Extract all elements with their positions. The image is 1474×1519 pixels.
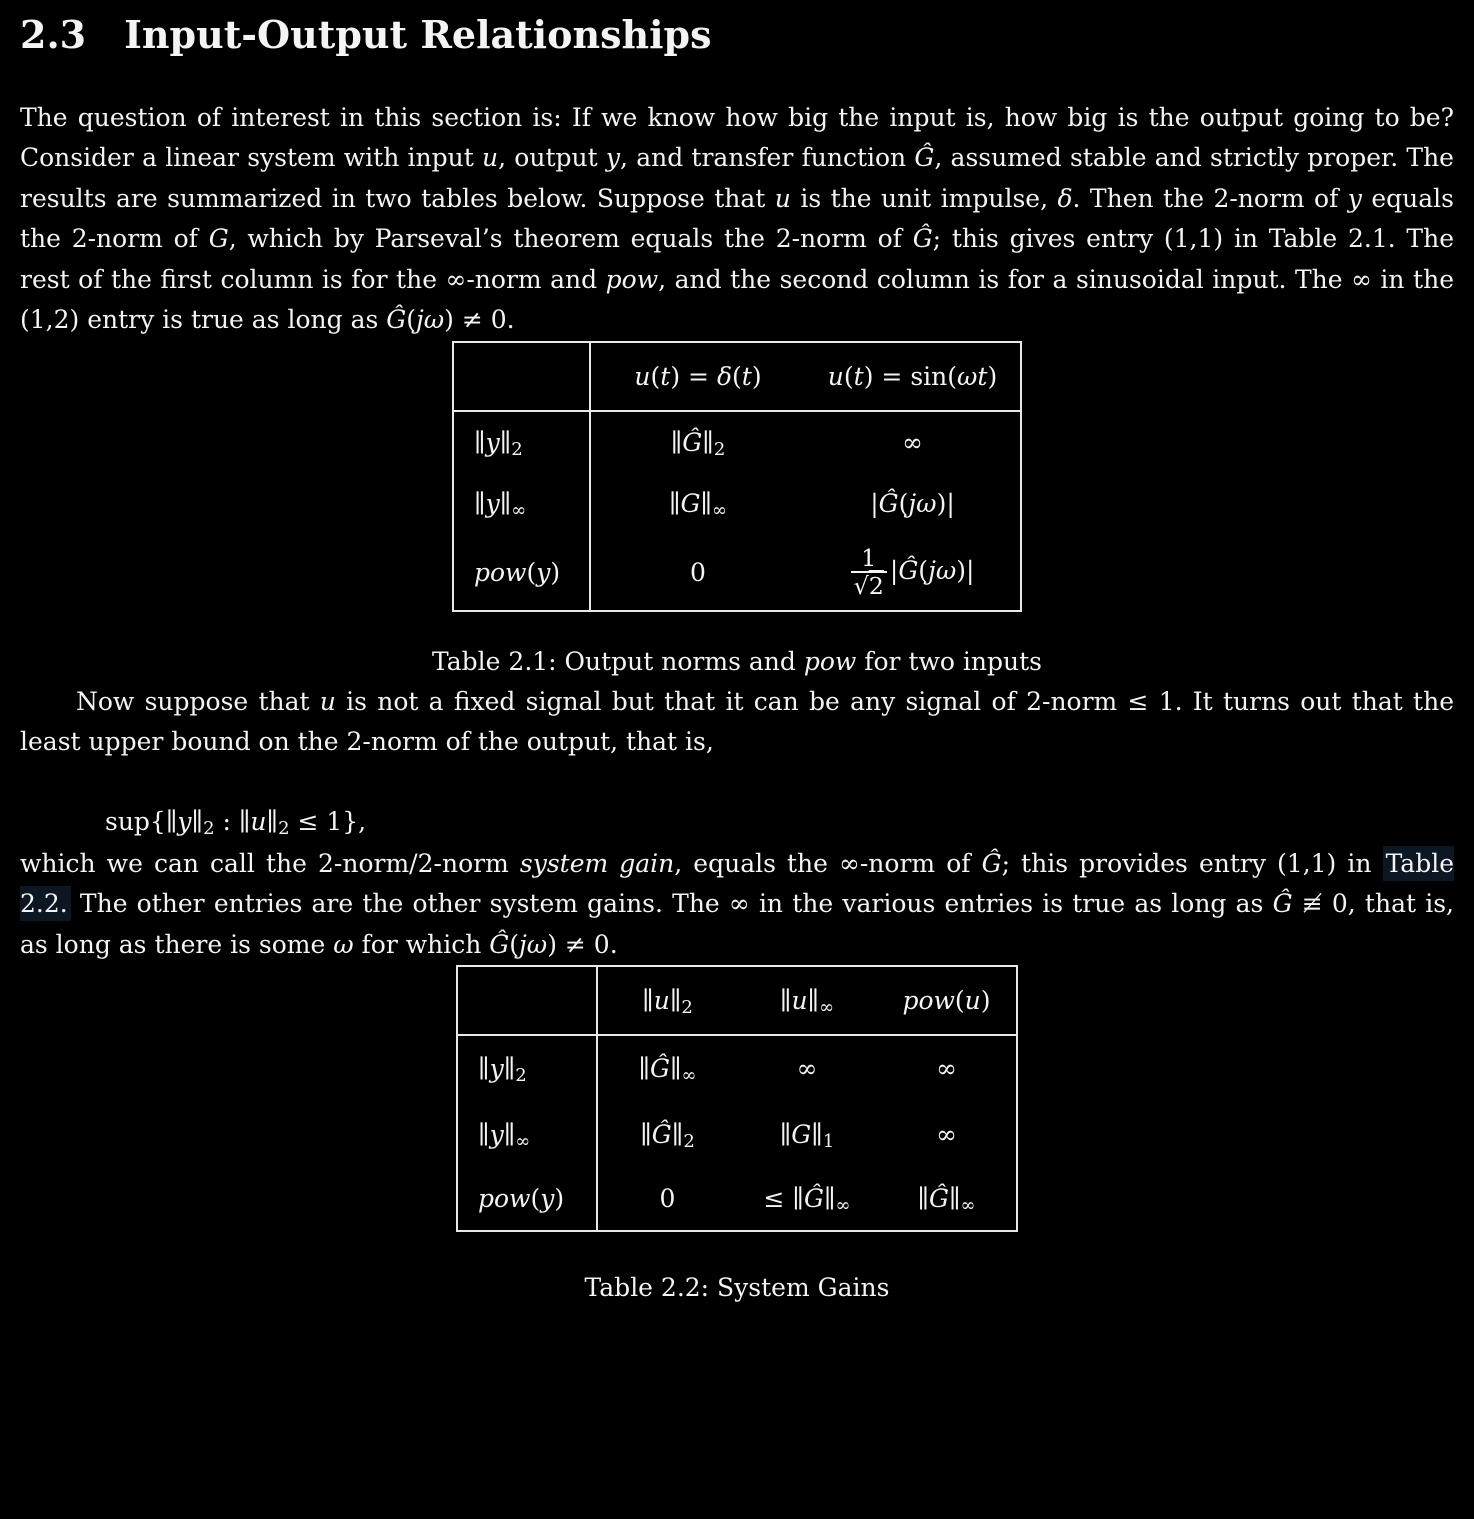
column-header: u(t) = sin(ωt): [827, 361, 998, 391]
table-2-1: [452, 341, 1022, 612]
paragraph-text: which we can call the 2-norm/2-norm system gain, equals the ∞-norm of Ĝ; this provides entry (1,1) in: [20, 848, 1383, 878]
row-label: $\parallel y\parallel_2$: [457, 1035, 597, 1101]
table-2-2: [456, 965, 1018, 1232]
column-header: $\parallel u\parallel_\infty$: [779, 986, 835, 1019]
table-row: [457, 1101, 1017, 1167]
cell: 0: [659, 1184, 676, 1214]
cell: ∞: [936, 1119, 957, 1149]
table-row: [453, 473, 1021, 535]
cell: $\parallel G\parallel_1$: [779, 1119, 835, 1152]
cell: ≤ $\parallel Ĝ\parallel_\infty$: [763, 1184, 851, 1217]
row-label: $\parallel y\parallel_\infty$: [457, 1101, 597, 1167]
paragraph-system-gain: [20, 844, 1454, 966]
table-row: [453, 411, 1021, 473]
cell: $\frac{1}{√2}$ |Ĝ(jω)|: [805, 535, 1021, 611]
table-2-2-caption: Table 2.2: System Gains: [584, 1273, 890, 1303]
table-row: [457, 1167, 1017, 1231]
cell: $\parallel Ĝ\parallel_2$: [670, 427, 726, 460]
row-label: pow(y): [457, 1167, 597, 1231]
table-row: [457, 1035, 1017, 1101]
equation-sup-norm: $sup\{\parallel y\parallel_2$ : $\parallel u\parallel_2 \le 1$},: [105, 806, 367, 839]
row-label: $\parallel y\parallel_2$: [453, 411, 590, 473]
table-header-row: [457, 966, 1017, 1035]
section-number: 2.3: [20, 12, 87, 57]
cell: ∞: [796, 1054, 818, 1084]
paragraph-text: The other entries are the other system gains. The ∞ in the various entries is true as long as Ĝ ≢ 0, that is, as long as there is some ω for which Ĝ(jω) ≠ 0.: [20, 889, 1454, 959]
cell: $\parallel Ĝ\parallel_\infty$: [917, 1184, 976, 1217]
table-row: [453, 535, 1021, 611]
cell: ∞: [902, 427, 923, 457]
cell: $\parallel G\parallel_\infty$: [668, 489, 728, 522]
cell: 0: [690, 557, 706, 587]
section-heading: [20, 12, 1454, 58]
cell: |Ĝ(jω)|: [870, 489, 955, 519]
row-label: $\parallel y\parallel_\infty$: [453, 473, 590, 535]
row-label: pow(y): [453, 535, 590, 611]
paragraph-intro: The question of interest in this section is: If we know how big the input is, how big is the output going to be? Consider a linear system with input u, output y, and transfer function Ĝ, assumed stable and strictly proper. The results are summarized in two tables below. Suppose that u is the unit impulse, δ. Then the 2-norm of y equals the 2-norm of G, which by Parseval’s theorem equals the 2-norm of Ĝ; this gives entry (1,1) in Table 2.1. The rest of the first column is for the ∞-norm and pow, and the second column is for a sinusoidal input. The ∞ in the (1,2) entry is true as long as Ĝ(jω) ≠ 0.: [20, 102, 1455, 335]
paragraph-gain-setup: Now suppose that u is not a fixed signal but that it can be any signal of 2-norm ≤ 1. It turns out that the least upper bound on the 2-norm of the output, that is,: [20, 686, 1454, 757]
column-header: pow(u): [902, 986, 991, 1016]
corner-cell: [453, 342, 590, 411]
column-header: $\parallel u\parallel_2$: [642, 986, 693, 1019]
cell: $\parallel Ĝ\parallel_2$: [640, 1119, 695, 1152]
table-2-1-caption: Table 2.1: Output norms and pow for two inputs: [432, 646, 1042, 676]
section-title: Input-Output Relationships: [124, 12, 712, 57]
table-header-row: [453, 342, 1021, 411]
cell: ∞: [936, 1054, 957, 1084]
table-2-2-link[interactable]: Table 2.2.: [20, 846, 1454, 922]
cell: $\parallel Ĝ\parallel_\infty$: [638, 1054, 697, 1087]
column-header: u(t) = δ(t): [634, 361, 762, 391]
corner-cell: [457, 966, 597, 1035]
